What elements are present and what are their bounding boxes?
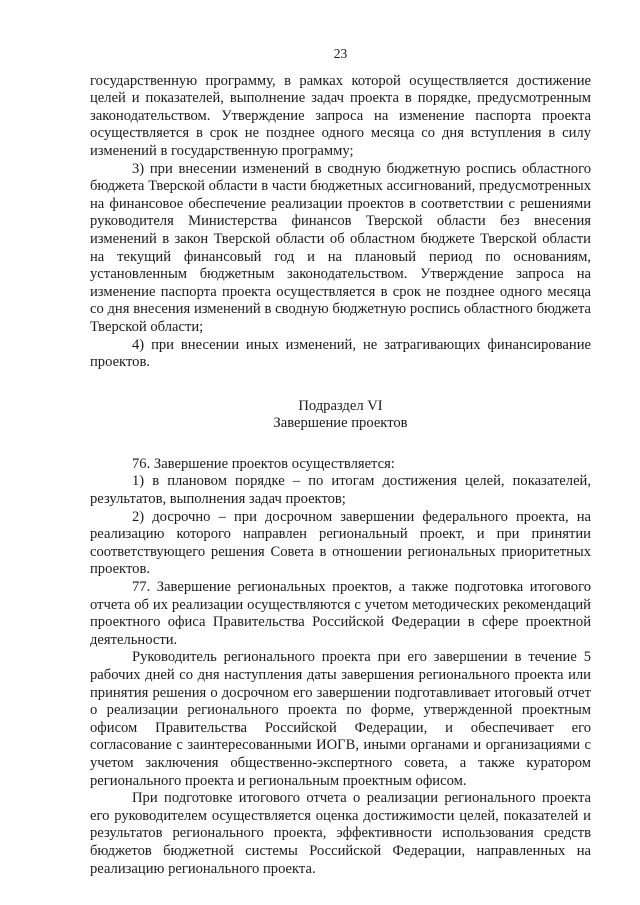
paragraph: 77. Завершение региональных проектов, а также подготовка итогового отчета об их реализации осуществляются с учетом методических рекомендаций проектного офиса Правительства Российской Федерации в сфере проектной деятельности. — [90, 579, 591, 648]
paragraph: 4) при внесении иных изменений, не затрагивающих финансирование проектов. — [90, 336, 591, 371]
body-text-bottom — [90, 456, 591, 878]
paragraph: 1) в плановом порядке – по итогам достижения целей, показателей, результатов, выполнения задач проектов; — [90, 473, 591, 508]
paragraph: государственную программу, в рамках которой осуществляется достижение целей и показателей, выполнение задач проекта в порядке, предусмотренным законодательством. Утверждение запроса на изменение паспорта проекта осуществляется в срок не позднее одного месяца со дня вступления в силу изменений в государственную программу; — [90, 72, 591, 159]
page-number: 23 — [333, 46, 348, 61]
paragraph: 76. Завершение проектов осуществляется: — [132, 455, 395, 472]
body-text-top — [90, 73, 591, 372]
paragraph: 2) досрочно – при досрочном завершении федерального проекта, на реализацию которого направлен региональный проект, и при принятии соответствующего решения Совета в отношении региональных приоритетных проектов. — [90, 508, 591, 578]
section-label: Подраздел VI — [298, 397, 383, 414]
paragraph: При подготовке итогового отчета о реализации регионального проекта его руководителем осуществляется оценка достижимости целей, показателей и результатов регионального проекта, эффективности использования средств бюджетов бюджетной системы Российской Федерации, направленных на реализацию регионального проекта. — [90, 790, 591, 877]
section-heading — [90, 398, 591, 433]
paragraph: Руководитель регионального проекта при его завершении в течение 5 рабочих дней со дня наступления даты завершения регионального проекта или принятия решения о досрочном его завершении подготавливает итоговый отчет о реализации регионального проекта по форме, утвержденной проектным офисом Правительства Российской Федерации, и обеспечивает его согласование с заинтересованными ИОГВ, иными органами и организациями с учетом заключения общественно-экспертного совета, а также куратором регионального проекта и региональным проектным офисом. — [90, 649, 591, 789]
section-title: Завершение проектов — [273, 415, 408, 432]
paragraph: 3) при внесении изменений в сводную бюджетную роспись областного бюджета Тверской области в части бюджетных ассигнований, предусмотренных на финансовое обеспечение реализации проектов в соответствии с решениями руководителя Министерства финансов Тверской области без внесения изменений в закон Тверской области об областном бюджете Тверской области на текущий финансовый год и на плановый период по основаниям, установленным бюджетным законодательством. Утверждение запроса на изменение паспорта проекта осуществляется в срок не позднее одного месяца со дня внесения изменений в сводную бюджетную роспись областного бюджета Тверской области; — [90, 160, 591, 335]
